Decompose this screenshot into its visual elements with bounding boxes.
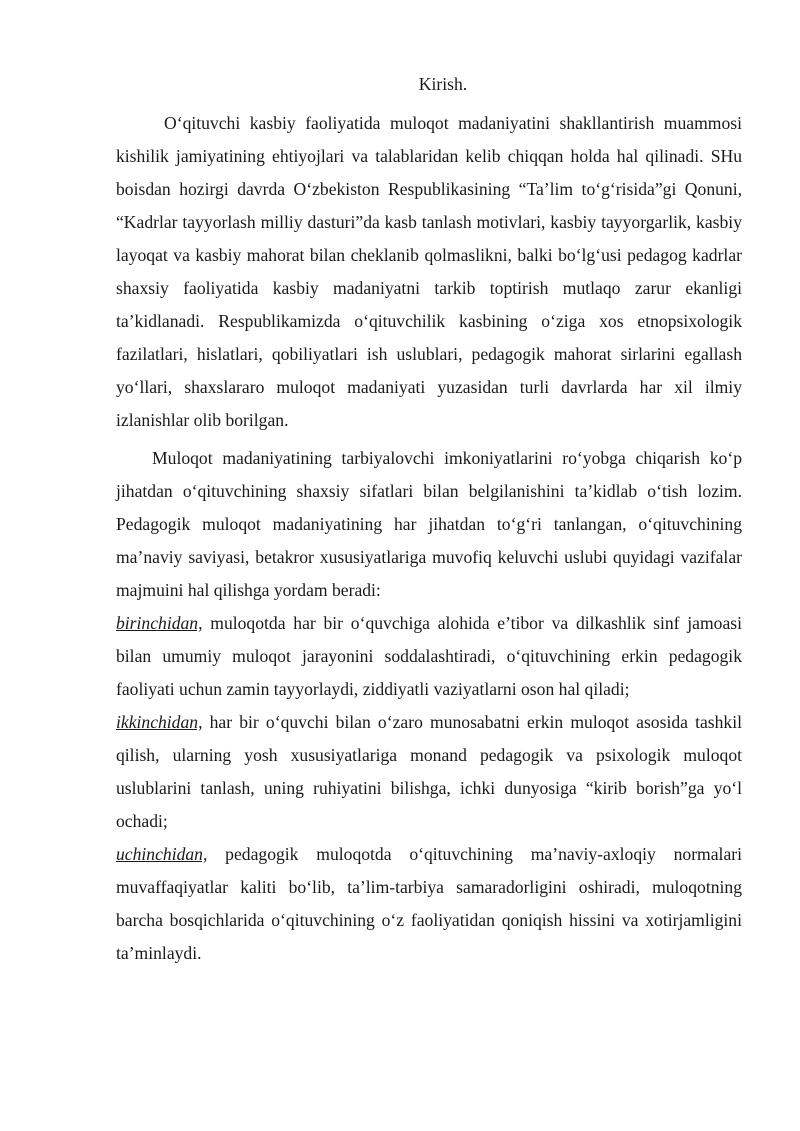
list-item-term: birinchidan, <box>116 613 203 633</box>
document-page <box>116 68 742 970</box>
list-item-second <box>116 706 742 838</box>
list-item-third <box>116 838 742 970</box>
list-item-text: pedagogik muloqotda o‘qituvchining ma’naviy-axloqiy normalari muvaffaqiyatlar kaliti bo‘lib, ta’lim-tarbiya samaradorligini oshiradi, muloqotning barcha bosqichlarida o‘qituvchining o‘z faoliyatidan qoniqish hissini va xotirjamligini ta’minlaydi. <box>116 844 742 963</box>
tasks-paragraph: Muloqot madaniyatining tarbiyalovchi imkoniyatlarini ro‘yobga chiqarish ko‘p jihatdan o‘qituvchining shaxsiy sifatlari bilan belgilanishini ta’kidlab o‘tish lozim. Pedagogik muloqot madaniyatining har jihatdan to‘g‘ri tanlangan, o‘qituvchining ma’naviy saviyasi, betakror xususiyatlariga muvofiq keluvchi uslubi quyidagi vazifalar majmuini hal qilishga yordam beradi: <box>116 448 742 600</box>
list-item-term: uchinchidan, <box>116 844 208 864</box>
list-item-first <box>116 607 742 706</box>
list-item-term: ikkinchidan, <box>116 712 203 732</box>
intro-paragraph: O‘qituvchi kasbiy faoliyatida muloqot madaniyatini shakllantirish muammosi kishilik jamiyatining ehtiyojlari va talablaridan kelib chiqqan holda hal qilinadi. SHu boisdan hozirgi davrda O‘zbekiston Respublikasining “Ta’lim to‘g‘risida”gi Qonuni, “Kadrlar tayyorlash milliy dasturi”da kasb tanlash motivlari, kasbiy tayyorgarlik, kasbiy layoqat va kasbiy mahorat bilan cheklanib qolmaslikni, balki bo‘lg‘usi pedagog kadrlar shaxsiy faoliyatida kasbiy madaniyatni tarkib toptirish mutlaqo zarur ekanligi ta’kidlanadi. Respublikamizda o‘qituvchilik kasbining o‘ziga xos etnopsixologik fazilatlari, hislatlari, qobiliyatlari ish uslublari, pedagogik mahorat sirlarini egallash yo‘llari, shaxslararo muloqot madaniyati yuzasidan turli davrlarda har xil ilmiy izlanishlar olib borilgan. <box>116 113 742 430</box>
section-title: Kirish. <box>418 74 468 94</box>
list-item-text: muloqotda har bir o‘quvchiga alohida e’tibor va dilkashlik sinf jamoasi bilan umumiy muloqot jarayonini soddalashtiradi, o‘qituvchining erkin pedagogik faoliyati uchun zamin tayyorlaydi, ziddiyatli vaziyatlarni oson hal qiladi; <box>116 613 742 699</box>
list-item-text: har bir o‘quvchi bilan o‘zaro munosabatni erkin muloqot asosida tashkil qilish, ularning yosh xususiyatlariga monand pedagogik va psixologik muloqot uslublarini tanlash, uning ruhiyatini bilishga, ichki dunyosiga “kirib borish”ga yo‘l ochadi; <box>116 712 742 831</box>
